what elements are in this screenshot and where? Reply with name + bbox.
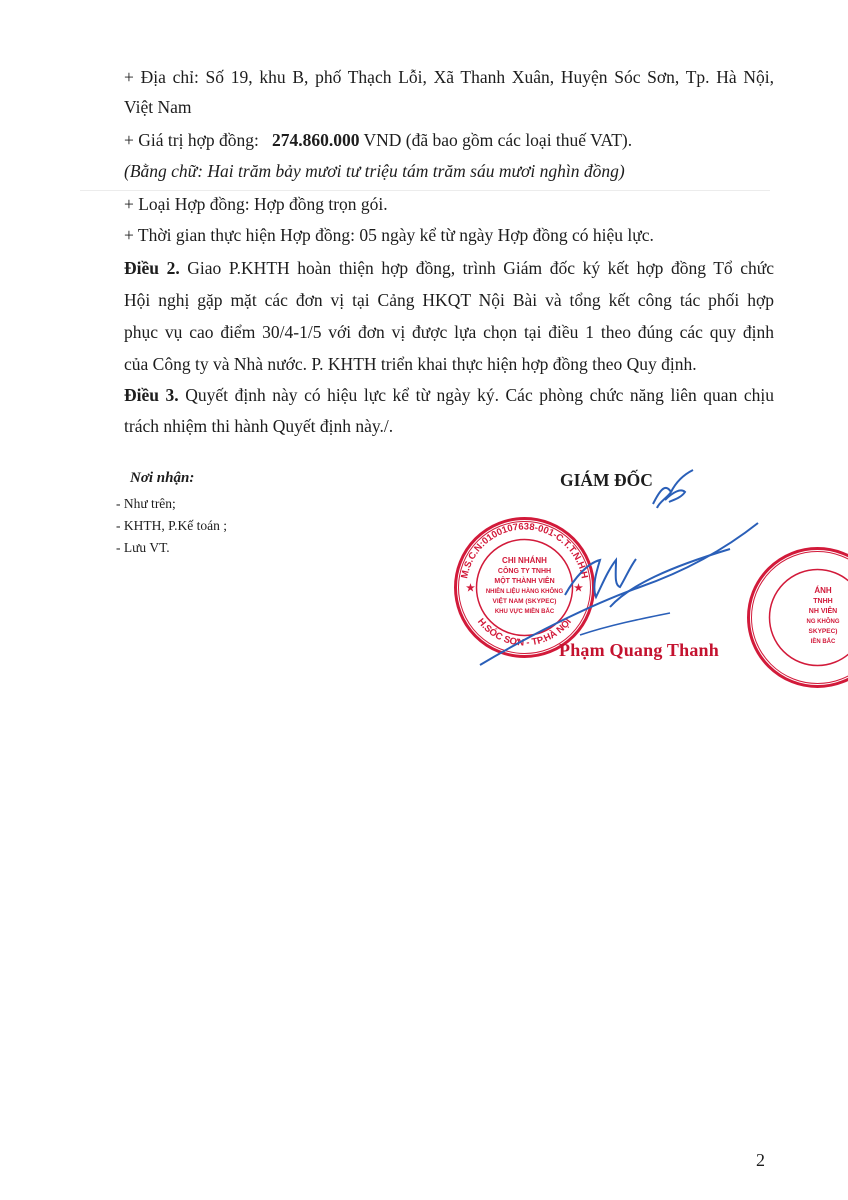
- value-amount: 274.860.000: [271, 130, 360, 150]
- address-line-cont: Việt Nam: [124, 97, 192, 117]
- article-3-line-2: trách nhiệm thi hành Quyết định này./.: [124, 416, 394, 436]
- article-3-text: Quyết định này có hiệu lực kể từ ngày ký. Các phòng chức năng liên quan chịu: [185, 385, 775, 405]
- article-2-line-2: Hội nghị gặp mặt các đơn vị tại Cảng HKQT Nội Bài và tổng kết công tác phối hợp: [124, 290, 774, 310]
- recipient-item: - Như trên;: [116, 496, 176, 511]
- svg-text:TNHH: TNHH: [813, 598, 833, 605]
- stamp-bottom-text: H.SÓC SƠN - TP.HÀ NỘI: [475, 616, 574, 649]
- page-number: 2: [756, 1150, 765, 1170]
- recipient-item: - Lưu VT.: [116, 540, 170, 555]
- value-suffix: VND (đã bao gồm các loại thuế VAT).: [363, 130, 633, 150]
- article-2-line-3: phục vụ cao điểm 30/4-1/5 với đơn vị được lựa chọn tại điều 1 theo đúng các quy định: [124, 322, 774, 342]
- contract-value: [124, 127, 774, 153]
- svg-text:IỀN BẮC: IỀN BẮC: [810, 639, 836, 645]
- stamp-line-4: NHIÊN LIỆU HÀNG KHÔNG: [485, 589, 564, 595]
- address-line: + Địa chỉ: Số 19, khu B, phố Thạch Lỗi, Xã Thanh Xuân, Huyện Sóc Sơn, Tp. Hà Nội,: [124, 67, 774, 87]
- value-in-words: (Bằng chữ: Hai trăm bảy mươi tư triệu tám trăm sáu mươi nghìn đồng): [124, 161, 625, 181]
- svg-text:SKYPEC): SKYPEC): [808, 628, 838, 635]
- signature-title: GIÁM ĐỐC: [560, 470, 653, 490]
- article-3-label: Điều 3.: [124, 385, 179, 405]
- contract-type: + Loại Hợp đồng: Hợp đồng trọn gói.: [124, 194, 388, 214]
- article-3-line-1: [124, 382, 774, 408]
- stamp-line-3: MỘT THÀNH VIÊN: [494, 578, 555, 585]
- stamp-ring-text: M.S.C.N:0100107638-001-C.T.T.N.H.H: [459, 521, 590, 580]
- svg-text:NH VIÊN: NH VIÊN: [808, 608, 838, 615]
- recipients-title: Nơi nhận:: [130, 470, 195, 486]
- svg-text:ÁNH: ÁNH: [814, 586, 832, 595]
- recipient-item: - KHTH, P.Kế toán ;: [116, 518, 227, 533]
- article-2-label: Điều 2.: [124, 258, 180, 278]
- svg-text:NG KHÔNG: NG KHÔNG: [806, 619, 840, 625]
- stamp-line-2: CÔNG TY TNHH: [497, 568, 552, 575]
- article-2-text: Giao P.KHTH hoàn thiện hợp đồng, trình Giám đốc ký kết hợp đồng Tổ chức: [187, 258, 774, 278]
- stamp-line-1: CHI NHÁNH: [502, 556, 547, 565]
- director-name: Phạm Quang Thanh: [559, 640, 719, 660]
- contract-duration: + Thời gian thực hiện Hợp đồng: 05 ngày kể từ ngày Hợp đồng có hiệu lực.: [124, 225, 654, 245]
- stamp-line-6: KHU VỰC MIỀN BẮC: [494, 609, 555, 615]
- stamp-star-left: ★: [466, 583, 475, 594]
- initials-mark: [645, 462, 705, 517]
- article-2-line-1: [124, 255, 774, 281]
- article-2-line-4: của Công ty và Nhà nước. P. KHTH triển khai thực hiện hợp đồng theo Quy định.: [124, 354, 697, 374]
- stamp-star-right: ★: [574, 583, 583, 594]
- stamp-line-5: VIỆT NAM (SKYPEC): [492, 598, 557, 605]
- value-prefix: + Giá trị hợp đồng:: [124, 130, 259, 150]
